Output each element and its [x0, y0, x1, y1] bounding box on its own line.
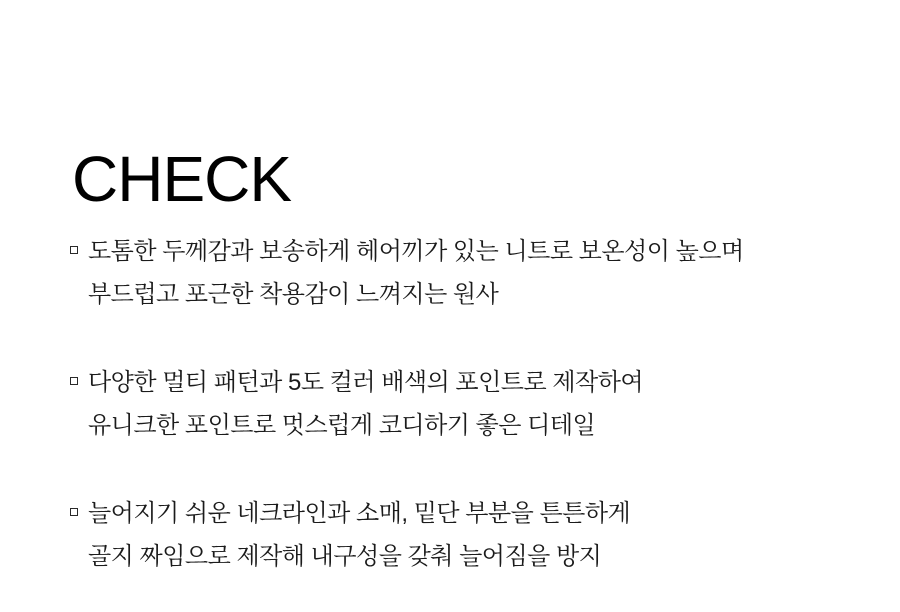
bullet-item — [70, 492, 744, 578]
bullet-line: 부드럽고 포근한 착용감이 느껴지는 원사 — [88, 281, 499, 308]
square-bullet-icon — [70, 246, 78, 254]
square-bullet-icon — [70, 377, 78, 385]
bullet-line: 골지 짜임으로 제작해 내구성을 갖춰 늘어짐을 방지 — [88, 543, 602, 570]
check-list — [70, 230, 744, 578]
square-bullet-icon — [70, 508, 78, 516]
page-title: CHECK — [72, 142, 292, 215]
bullet-line: 다양한 멀티 패턴과 5도 컬러 배색의 포인트로 제작하여 — [88, 369, 644, 396]
bullet-item — [70, 361, 744, 447]
bullet-line: 늘어지기 쉬운 네크라인과 소매, 밑단 부분을 튼튼하게 — [88, 500, 631, 527]
bullet-item — [70, 230, 744, 316]
bullet-line: 유니크한 포인트로 멋스럽게 코디하기 좋은 디테일 — [88, 412, 596, 439]
bullet-line: 도톰한 두께감과 보송하게 헤어끼가 있는 니트로 보온성이 높으며 — [88, 238, 744, 265]
